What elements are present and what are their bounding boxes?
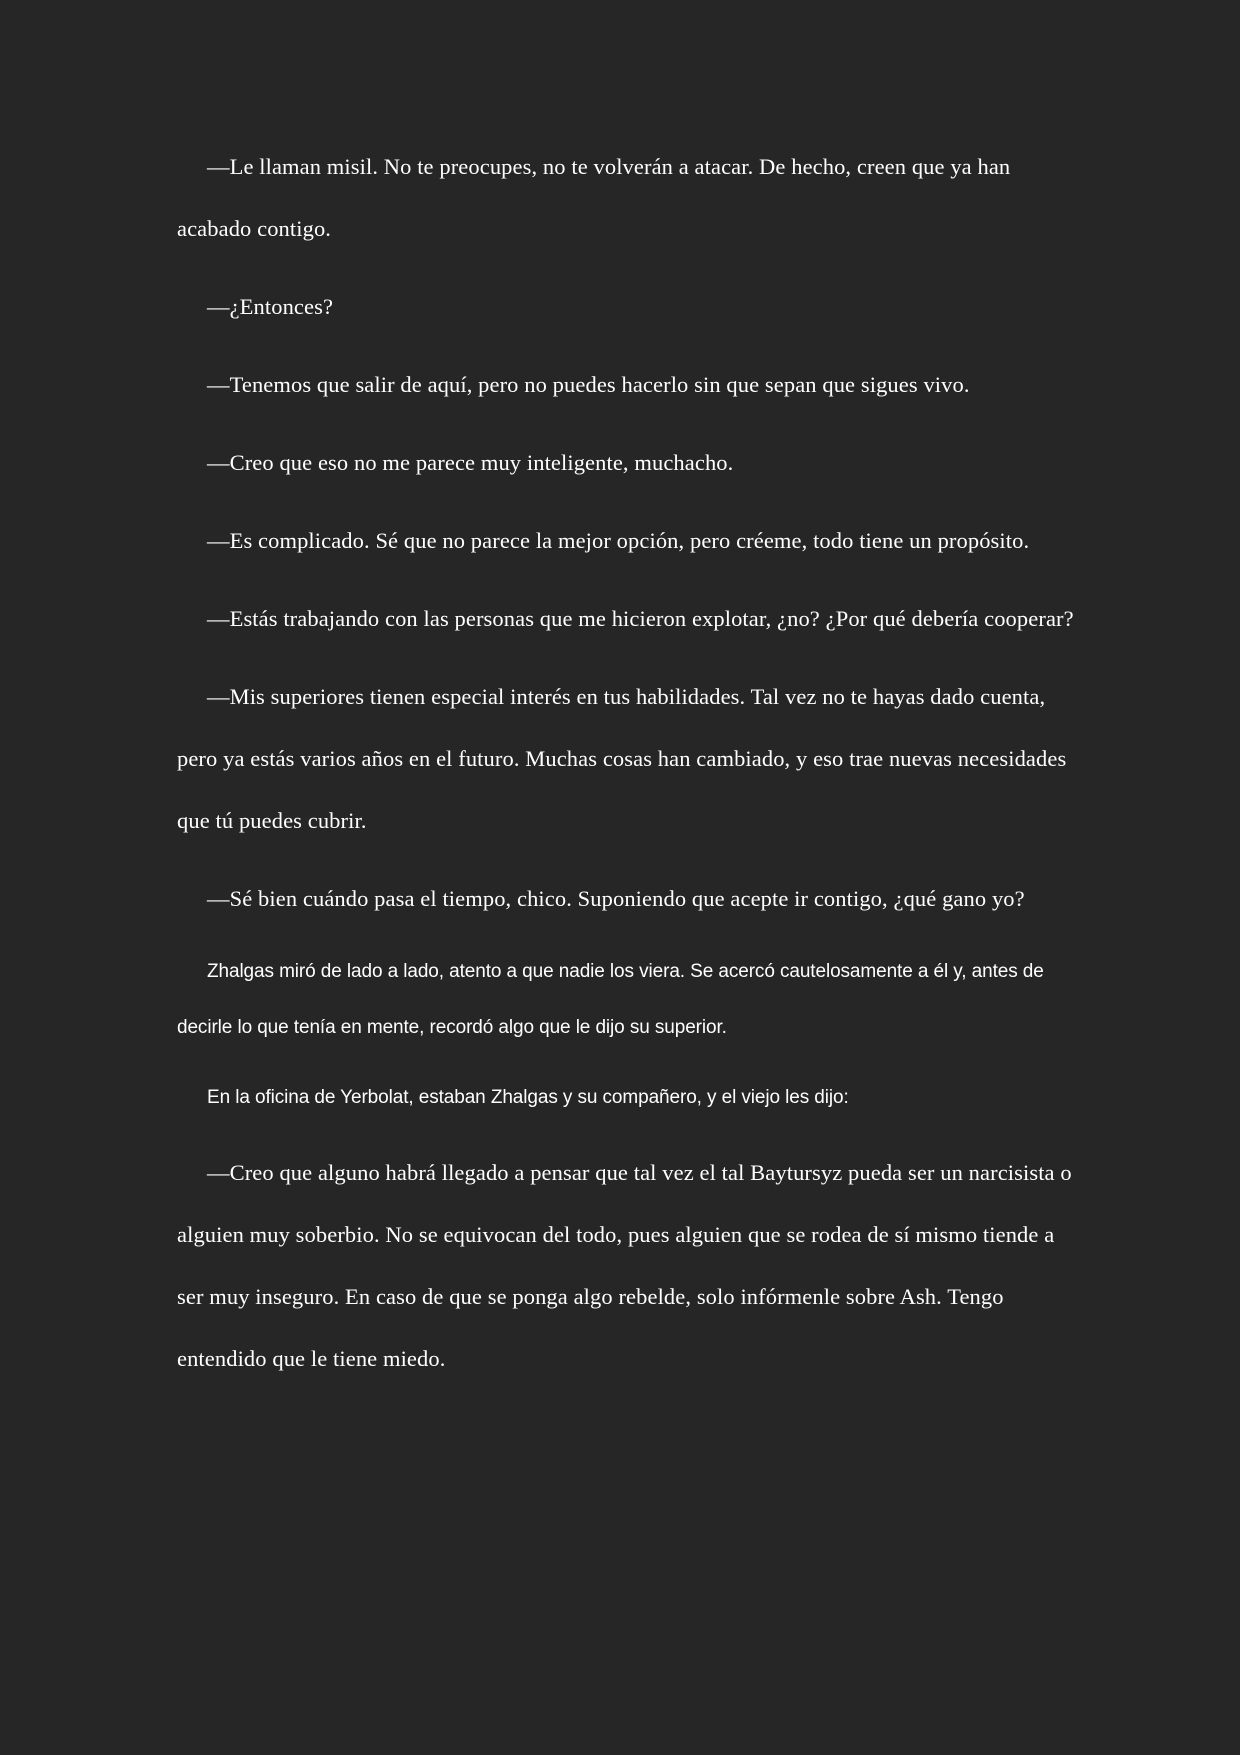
- paragraph-8: —Sé bien cuándo pasa el tiempo, chico. Suponiendo que acepte ir contigo, ¿qué gano yo?: [207, 886, 1025, 911]
- paragraph-7: —Mis superiores tienen especial interés en tus habilidades. Tal vez no te hayas dado cuenta, pero ya estás varios años en el futuro. Muchas cosas han cambiado, y eso trae nuevas necesidades que tú puedes cubrir.: [177, 684, 1067, 833]
- paragraph-2: —¿Entonces?: [207, 294, 334, 319]
- document-page: [177, 136, 1077, 1390]
- paragraph-9: Zhalgas miró de lado a lado, atento a que nadie los viera. Se acercó cautelosamente a él y, antes de decirle lo que tenía en mente, recordó algo que le dijo su superior.: [177, 961, 1044, 1038]
- paragraph-4: —Creo que eso no me parece muy inteligente, muchacho.: [207, 450, 734, 475]
- paragraph-11: —Creo que alguno habrá llegado a pensar que tal vez el tal Baytursyz pueda ser un narcisista o alguien muy soberbio. No se equivocan del todo, pues alguien que se rodea de sí mismo tiende a ser muy inseguro. En caso de que se ponga algo rebelde, solo infórmenle sobre Ash. Tengo entendido que le tiene miedo.: [177, 1160, 1072, 1371]
- paragraph-3: —Tenemos que salir de aquí, pero no puedes hacerlo sin que sepan que sigues vivo.: [207, 372, 970, 397]
- paragraph-6: —Estás trabajando con las personas que me hicieron explotar, ¿no? ¿Por qué debería cooperar?: [207, 606, 1074, 631]
- paragraph-5: —Es complicado. Sé que no parece la mejor opción, pero créeme, todo tiene un propósito.: [207, 528, 1030, 553]
- paragraph-10: En la oficina de Yerbolat, estaban Zhalgas y su compañero, y el viejo les dijo:: [207, 1087, 849, 1108]
- paragraph-1: —Le llaman misil. No te preocupes, no te volverán a atacar. De hecho, creen que ya han acabado contigo.: [177, 154, 1011, 241]
